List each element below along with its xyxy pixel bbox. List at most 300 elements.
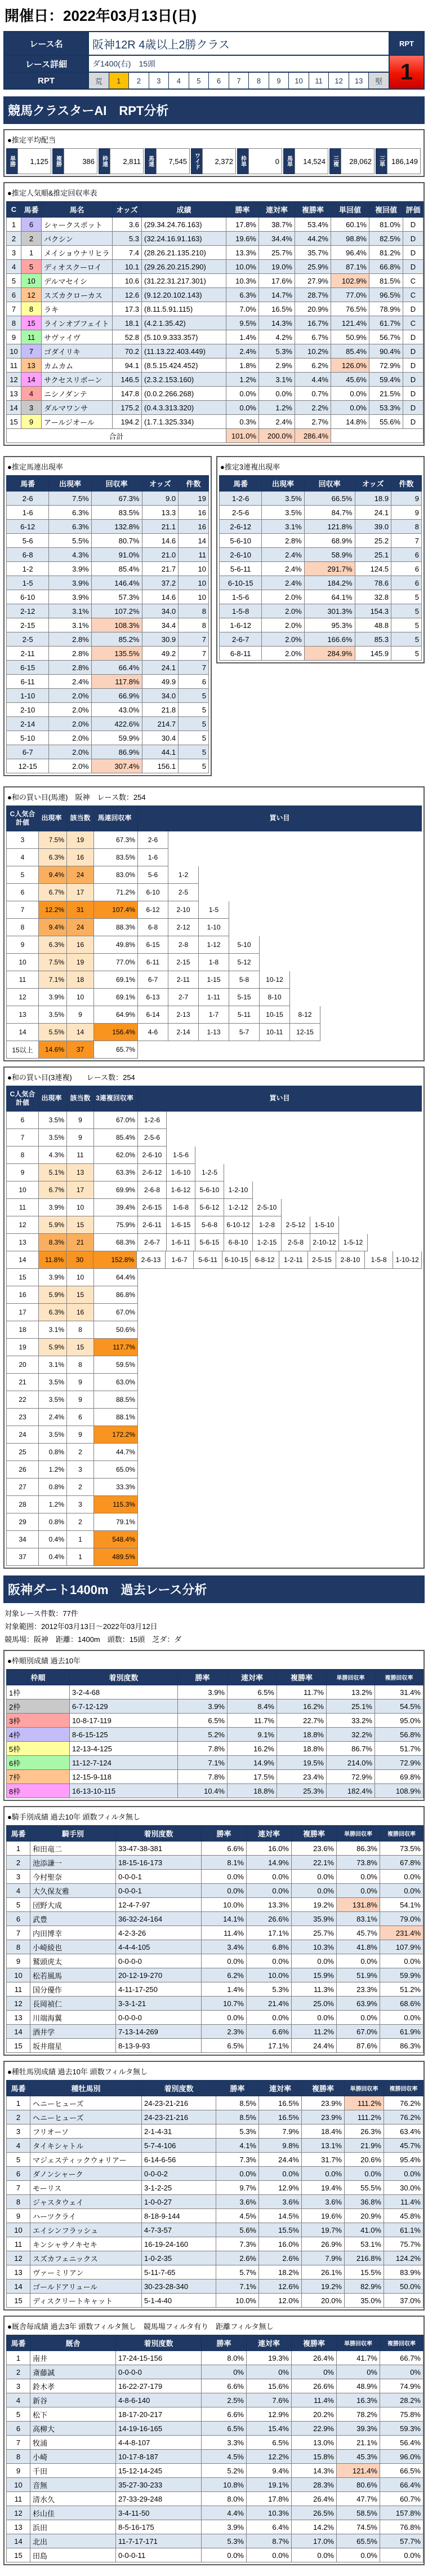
evaluation: D xyxy=(403,415,423,429)
count: 19 xyxy=(179,492,209,506)
appearance-rate: 2.0% xyxy=(262,618,304,632)
stat-value: 6.6% xyxy=(202,1842,247,1856)
stat-value: 17.5% xyxy=(228,1770,277,1784)
recovery-rate: 107.2% xyxy=(91,604,142,618)
hit-count: 21 xyxy=(67,1234,94,1251)
stat-value: 7.3% xyxy=(216,2237,259,2251)
buy-pick: 1-2-11 xyxy=(279,1251,308,1269)
stat-value: 19.3% xyxy=(247,2351,292,2365)
stat-value: 1.2% xyxy=(226,373,259,387)
place-recovery: 69.8% xyxy=(375,1770,423,1784)
stat-value: 15.8% xyxy=(292,2450,337,2464)
col-header: C人気合計値 xyxy=(6,1086,39,1112)
stat-value: 17.1% xyxy=(247,1926,292,1940)
stat-value: 13.3% xyxy=(226,246,259,260)
place-recovery: 66.5% xyxy=(380,2464,423,2478)
combo-row xyxy=(7,618,209,632)
recovery-rate: 117.8% xyxy=(91,675,142,689)
buy-pick: 1-5-6 xyxy=(167,1147,195,1164)
payout-box xyxy=(3,129,425,177)
course-meta-line: 競馬場：阪神 距離：1400m 頭数：15頭 芝ダ：ダ xyxy=(5,1635,182,1644)
horse-row xyxy=(7,316,423,330)
record: (11.13.22.403.449) xyxy=(142,344,226,358)
horse-number: 7 xyxy=(7,2181,30,2195)
stat-value: 19.6% xyxy=(226,232,259,246)
popularity-sum: 6 xyxy=(6,1112,39,1129)
count: 7 xyxy=(179,647,209,661)
wa-sanrenpuku-table-header xyxy=(6,1086,422,1112)
col-header: 馬番 xyxy=(7,1826,30,1842)
buy-pick: 1-12 xyxy=(199,936,229,954)
col-header: 3連複回収率 xyxy=(94,1086,138,1112)
record: 30-23-28-340 xyxy=(142,2280,216,2294)
win-recovery: 33.2% xyxy=(327,1714,375,1728)
course-meta-line: 対象範囲：2012年03月13日～2022年03月12日 xyxy=(5,1622,158,1631)
appearance-rate: 3.5% xyxy=(39,1374,67,1391)
evaluation: D xyxy=(403,218,423,232)
stat-value: 20.9% xyxy=(295,302,331,316)
buy-row xyxy=(6,1286,422,1304)
frame-label: 2枠 xyxy=(7,1699,70,1714)
stable-row xyxy=(7,2506,423,2520)
recovery-rate: 43.0% xyxy=(91,703,142,717)
horse-name: ダルマワンサ xyxy=(42,401,113,415)
hit-count: 1 xyxy=(67,1548,94,1566)
buy-row xyxy=(6,1513,422,1531)
appearance-rate: 3.9% xyxy=(49,576,91,590)
win-recovery: 51.9% xyxy=(337,1968,380,1982)
recovery-rate: 64.1% xyxy=(304,590,355,604)
combination: 1-2 xyxy=(7,562,49,576)
hit-count: 15 xyxy=(67,1339,94,1356)
stable-name: 高柳大 xyxy=(30,2422,116,2436)
popularity-table xyxy=(6,201,423,443)
horse-row xyxy=(7,373,423,387)
combination: 1-5-8 xyxy=(220,604,262,618)
appearance-rate: 6.3% xyxy=(49,506,91,520)
count: 5 xyxy=(179,703,209,717)
count: 5 xyxy=(179,745,209,759)
win-recovery: 86.3% xyxy=(337,1842,380,1856)
header-row xyxy=(7,202,423,218)
place-recovery: 11.4% xyxy=(384,2195,423,2209)
win-recovery: 0.0% xyxy=(337,1954,380,1968)
place-recovery: 108.9% xyxy=(375,1784,423,1798)
payout-type-label: 馬単 xyxy=(283,148,295,174)
place-recovery: 0.0% xyxy=(380,1870,423,1884)
buy-pick: 5-8 xyxy=(229,971,260,989)
appearance-rate: 2.8% xyxy=(262,534,304,548)
popularity-sum: 6 xyxy=(6,884,39,901)
combo-row xyxy=(220,534,422,548)
win-recovery: 35.0% xyxy=(345,2294,384,2308)
horse-number: 15 xyxy=(7,2039,30,2053)
stat-value: 14.2% xyxy=(292,2520,337,2534)
hit-count: 2 xyxy=(67,1444,94,1461)
stat-value: 0% xyxy=(202,2365,247,2379)
stat-value: 0.0% xyxy=(292,2011,337,2025)
stat-value: 2.6% xyxy=(259,2251,302,2265)
stat-value: 28.3% xyxy=(292,2478,337,2492)
win-recovery: 78.2% xyxy=(337,2407,380,2422)
header-row xyxy=(7,1670,423,1685)
count: 16 xyxy=(179,520,209,534)
count: 10 xyxy=(179,576,209,590)
horse-number: 13 xyxy=(7,2520,30,2534)
horse-row xyxy=(7,358,423,373)
payout-strip xyxy=(6,148,422,174)
payout-item xyxy=(237,148,282,174)
sire-row xyxy=(7,2280,423,2294)
rpt-scale-cell: 11 xyxy=(309,73,329,88)
frame-label: 8枠 xyxy=(7,1784,70,1798)
count: 9 xyxy=(391,506,422,520)
stat-value: 8.5% xyxy=(216,2110,259,2124)
stat-value: 7.9% xyxy=(259,2124,302,2139)
stat-value: 16.0% xyxy=(259,2237,302,2251)
odds: 13.3 xyxy=(142,506,179,520)
stable-row xyxy=(7,2407,423,2422)
horse-name: メイショウナリヒラ xyxy=(42,246,113,260)
stat-value: 26.5% xyxy=(292,2506,337,2520)
count: 8 xyxy=(391,520,422,534)
horse-name: ラキ xyxy=(42,302,113,316)
recovery-rate: 85.4% xyxy=(94,1129,138,1147)
stat-value: 19.2% xyxy=(302,2280,345,2294)
buy-row xyxy=(6,1269,422,1286)
record: 4-4-4-105 xyxy=(116,1940,202,1954)
jockey-name: 坂井瑠星 xyxy=(30,2039,116,2053)
combination: 6-15 xyxy=(7,661,49,675)
buy-pick: 1-2 xyxy=(168,866,199,884)
recovery-rate: 67.3% xyxy=(91,492,142,506)
recovery-rate: 83.5% xyxy=(91,506,142,520)
combination: 2-5 xyxy=(7,632,49,647)
jockey-name: 池添謙一 xyxy=(30,1856,116,1870)
jockey-table-container xyxy=(6,1825,422,2053)
odds: 146.5 xyxy=(113,373,142,387)
umaren-box xyxy=(3,456,212,776)
stable-table-container xyxy=(6,2335,422,2562)
col-header: 評価 xyxy=(403,202,423,218)
ai-section-title: 競馬クラスターAI RPT分析 xyxy=(3,96,425,124)
place-recovery: 59.9% xyxy=(380,1968,423,1982)
waku-label: ●枠順別成績 過去10年 xyxy=(7,1657,81,1665)
stat-value: 8.7% xyxy=(247,2534,292,2548)
hit-count: 19 xyxy=(67,954,94,971)
appearance-rate: 2.8% xyxy=(49,661,91,675)
buy-pick: 10-11 xyxy=(260,1024,290,1041)
combo-row xyxy=(7,689,209,703)
stat-value: 10.0% xyxy=(216,2294,259,2308)
stat-value: 0.0% xyxy=(202,1954,247,1968)
recovery-rate: 63.3% xyxy=(94,1164,138,1181)
stat-value: 2.6% xyxy=(216,2251,259,2265)
record: 8-18-9-144 xyxy=(142,2209,216,2223)
stat-value: 19.0% xyxy=(259,260,295,274)
popularity-sum: 37 xyxy=(6,1548,39,1566)
appearance-rate: 6.3% xyxy=(39,849,67,866)
stat-value: 2.9% xyxy=(259,358,295,373)
horse-number: 10 xyxy=(7,2478,30,2492)
buy-pick: 1-8 xyxy=(199,954,229,971)
stat-value: 4.5% xyxy=(216,2209,259,2223)
stat-value: 6.8% xyxy=(247,1940,292,1954)
combo-row xyxy=(7,703,209,717)
horse-row xyxy=(7,415,423,429)
count: 6 xyxy=(391,548,422,562)
combo-row xyxy=(7,731,209,745)
recovery-rate: 85.4% xyxy=(91,562,142,576)
horse-row xyxy=(7,344,423,358)
place-recovery: 54.1% xyxy=(380,1898,423,1912)
umaren-table xyxy=(6,475,209,773)
stat-value: 10.2% xyxy=(295,344,331,358)
horse-number: 1 xyxy=(7,2096,30,2110)
recovery-rate: 66.4% xyxy=(91,661,142,675)
stat-value: 17.6% xyxy=(259,274,295,288)
stat-value: 0.0% xyxy=(202,2548,247,2562)
payout-type-label: 複勝 xyxy=(52,148,64,174)
odds: 214.7 xyxy=(142,717,179,731)
sire-name: ハーツクライ xyxy=(30,2209,142,2223)
stat-value: 3.9% xyxy=(178,1685,228,1699)
stat-value: 13.0% xyxy=(292,2436,337,2450)
stable-box xyxy=(3,2316,425,2565)
stat-value: 6.5% xyxy=(247,2436,292,2450)
stat-value: 10.7% xyxy=(202,1997,247,2011)
horse-number: 5 xyxy=(7,2153,30,2167)
appearance-rate: 2.8% xyxy=(49,647,91,661)
recovery-rate: 172.2% xyxy=(94,1426,138,1444)
stat-value: 25.7% xyxy=(259,246,295,260)
recovery-rate: 75.9% xyxy=(94,1216,138,1234)
sire-row xyxy=(7,2124,423,2139)
buy-pick: 5-7 xyxy=(229,1024,260,1041)
popularity-sum: 11 xyxy=(6,1199,39,1216)
count: 5 xyxy=(179,689,209,703)
hit-count: 9 xyxy=(67,1112,94,1129)
record: 4-11-17-250 xyxy=(116,1982,202,1997)
stat-value: 0.0% xyxy=(216,2167,259,2181)
appearance-rate: 6.3% xyxy=(39,936,67,954)
place-recovery: 37.0% xyxy=(384,2294,423,2308)
hit-count: 17 xyxy=(67,884,94,901)
odds: 24.1 xyxy=(355,506,391,520)
record: 12-4-7-97 xyxy=(116,1898,202,1912)
combination: 2-11 xyxy=(7,647,49,661)
combination: 6-8 xyxy=(7,548,49,562)
payout-label: ●推定平均配当 xyxy=(7,136,56,144)
count: 7 xyxy=(391,534,422,548)
rpt-scale-cell: 7 xyxy=(229,73,249,88)
stat-value: 14.3% xyxy=(259,316,295,330)
stat-value: 6.5% xyxy=(178,1714,228,1728)
popularity-sum: 9 xyxy=(6,1164,39,1181)
recovery-rate: 64.4% xyxy=(94,1269,138,1286)
sire-name: ディスクリートキャット xyxy=(30,2294,142,2308)
col-header: 騎手別 xyxy=(30,1826,116,1842)
odds: 194.2 xyxy=(113,415,142,429)
rpt-scale-cell: 12 xyxy=(328,73,349,88)
buy-row xyxy=(6,1391,422,1409)
hit-count: 9 xyxy=(67,1391,94,1409)
appearance-rate: 1.2% xyxy=(39,1496,67,1513)
stat-value: 0.0% xyxy=(302,2167,345,2181)
wa-umaren-table-container xyxy=(6,805,422,1059)
place-recovery: 75.8% xyxy=(380,2407,423,2422)
record: 12-13-4-125 xyxy=(70,1742,178,1756)
stable-name: 田島 xyxy=(30,2548,116,2562)
stat-value: 20.2% xyxy=(292,2407,337,2422)
stable-name: 北出 xyxy=(30,2534,116,2548)
appearance-rate: 7.1% xyxy=(39,971,67,989)
win-recovery: 65.5% xyxy=(337,2534,380,2548)
stable-row xyxy=(7,2492,423,2506)
combination: 6-8-11 xyxy=(220,647,262,661)
stat-value: 26.6% xyxy=(292,2379,337,2393)
hit-count: 16 xyxy=(67,936,94,954)
rpt-column-header: RPT xyxy=(389,32,424,55)
stat-value: 11.4% xyxy=(202,1926,247,1940)
horse-number: 4 xyxy=(7,2139,30,2153)
stat-value: 6.2% xyxy=(295,358,331,373)
rpt-scale-cell: 6 xyxy=(208,73,229,88)
buy-row xyxy=(6,1339,422,1356)
combo-row xyxy=(220,632,422,647)
buy-pick: 12-15 xyxy=(290,1024,320,1041)
buy-row xyxy=(6,1199,422,1216)
course-section-title: 阪神ダート1400m 過去レース分析 xyxy=(3,1575,425,1603)
popularity-sum: 10 xyxy=(6,1181,39,1199)
horse-number: 11 xyxy=(21,330,42,344)
record: 0-0-0-0 xyxy=(116,2011,202,2025)
stat-value: 17.1% xyxy=(247,2039,292,2053)
combo-row xyxy=(7,632,209,647)
stat-value: 5.3% xyxy=(216,2124,259,2139)
appearance-rate: 5.1% xyxy=(39,1164,67,1181)
sire-row xyxy=(7,2294,423,2308)
stable-name: 斎藤誠 xyxy=(30,2365,116,2379)
count: 5 xyxy=(179,759,209,773)
stat-value: 22.1% xyxy=(292,1856,337,1870)
payout-value: 0 xyxy=(248,148,282,174)
horse-number: 11 xyxy=(7,2237,30,2251)
hit-count: 30 xyxy=(66,1251,93,1269)
stat-value: 14.3% xyxy=(292,2464,337,2478)
buy-row xyxy=(6,1409,422,1426)
cluster-rank: 4 xyxy=(7,260,21,274)
record: 5-7-4-106 xyxy=(142,2139,216,2153)
horse-number: 3 xyxy=(21,401,42,415)
combination: 2-6-7 xyxy=(220,632,262,647)
sire-row xyxy=(7,2153,423,2167)
hit-count: 15 xyxy=(67,1216,94,1234)
count: 5 xyxy=(391,590,422,604)
stat-value: 12.2% xyxy=(247,2450,292,2464)
stable-name: 牧浦 xyxy=(30,2436,116,2450)
combo-row xyxy=(7,675,209,689)
stat-value: 85.4% xyxy=(331,344,369,358)
horse-number: 14 xyxy=(7,2025,30,2039)
hit-count: 10 xyxy=(67,989,94,1006)
stat-value: 17.0% xyxy=(292,2534,337,2548)
col-header: 馬番 xyxy=(7,2081,30,2096)
cluster-rank: 14 xyxy=(7,401,21,415)
recovery-rate: 301.3% xyxy=(304,604,355,618)
popularity-sum: 23 xyxy=(6,1409,39,1426)
buy-pick: 6-10-15 xyxy=(222,1251,251,1269)
buy-row xyxy=(6,1496,422,1513)
buy-pick: 1-10 xyxy=(199,919,229,936)
jockey-row xyxy=(7,1926,423,1940)
payout-type-label: 馬連 xyxy=(145,148,156,174)
appearance-rate: 2.0% xyxy=(262,632,304,647)
stat-value: 18.8% xyxy=(228,1784,277,1798)
record: 18-17-20-217 xyxy=(116,2407,202,2422)
buy-pick: 1-5-10 xyxy=(310,1216,339,1234)
horse-name: ゴダイリキ xyxy=(42,344,113,358)
buy-row xyxy=(6,831,422,849)
recovery-rate: 68.3% xyxy=(94,1234,138,1251)
record: 16-22-27-179 xyxy=(116,2379,202,2393)
count: 14 xyxy=(179,534,209,548)
place-recovery: 86.3% xyxy=(380,2039,423,2053)
appearance-rate: 0.8% xyxy=(39,1444,67,1461)
place-recovery: 107.9% xyxy=(380,1940,423,1954)
count: 8 xyxy=(179,618,209,632)
win-recovery: 111.2% xyxy=(345,2096,384,2110)
buy-pick: 2-7 xyxy=(168,989,199,1006)
buy-pick: 5-6 xyxy=(138,866,168,884)
combo-row xyxy=(220,506,422,520)
hit-count: 13 xyxy=(67,1164,94,1181)
hit-count: 31 xyxy=(67,901,94,919)
record: 0-0-0-11 xyxy=(116,2548,202,2562)
win-recovery: 47.7% xyxy=(337,2492,380,2506)
popularity-sum: 18 xyxy=(6,1321,39,1339)
odds: 25.1 xyxy=(355,548,391,562)
stat-value: 12.0% xyxy=(259,2294,302,2308)
place-recovery: 95.4% xyxy=(384,2153,423,2167)
horse-number: 7 xyxy=(21,344,42,358)
buy-pick: 5-10 xyxy=(229,936,260,954)
stat-value: 14.9% xyxy=(228,1756,277,1770)
buy-pick: 1-2-6 xyxy=(138,1112,167,1129)
horse-number: 7 xyxy=(7,2436,30,2450)
col-header: 件数 xyxy=(391,476,422,492)
horse-row xyxy=(7,401,423,415)
buy-row xyxy=(6,1356,422,1374)
appearance-rate: 2.4% xyxy=(262,576,304,590)
rpt-scale-cell: 堅 xyxy=(368,73,389,88)
buy-pick: 6-10-12 xyxy=(224,1216,253,1234)
stat-value: 0.0% xyxy=(202,1870,247,1884)
recovery-rate: 121.8% xyxy=(304,520,355,534)
record: 2-1-4-31 xyxy=(142,2124,216,2139)
buy-pick: 2-8-10 xyxy=(336,1251,365,1269)
stat-value: 7.9% xyxy=(302,2251,345,2265)
appearance-rate: 3.5% xyxy=(262,492,304,506)
jockey-name: 松若風馬 xyxy=(30,1968,116,1982)
record: 10-17-8-187 xyxy=(116,2450,202,2464)
col-header: 厩舎 xyxy=(30,2335,116,2351)
stat-value: 9.4% xyxy=(247,2464,292,2478)
horse-name: サヴァイヴ xyxy=(42,330,113,344)
frame-label: 5枠 xyxy=(7,1742,70,1756)
place-recovery: 57.7% xyxy=(380,2534,423,2548)
win-recovery: 20.6% xyxy=(345,2153,384,2167)
